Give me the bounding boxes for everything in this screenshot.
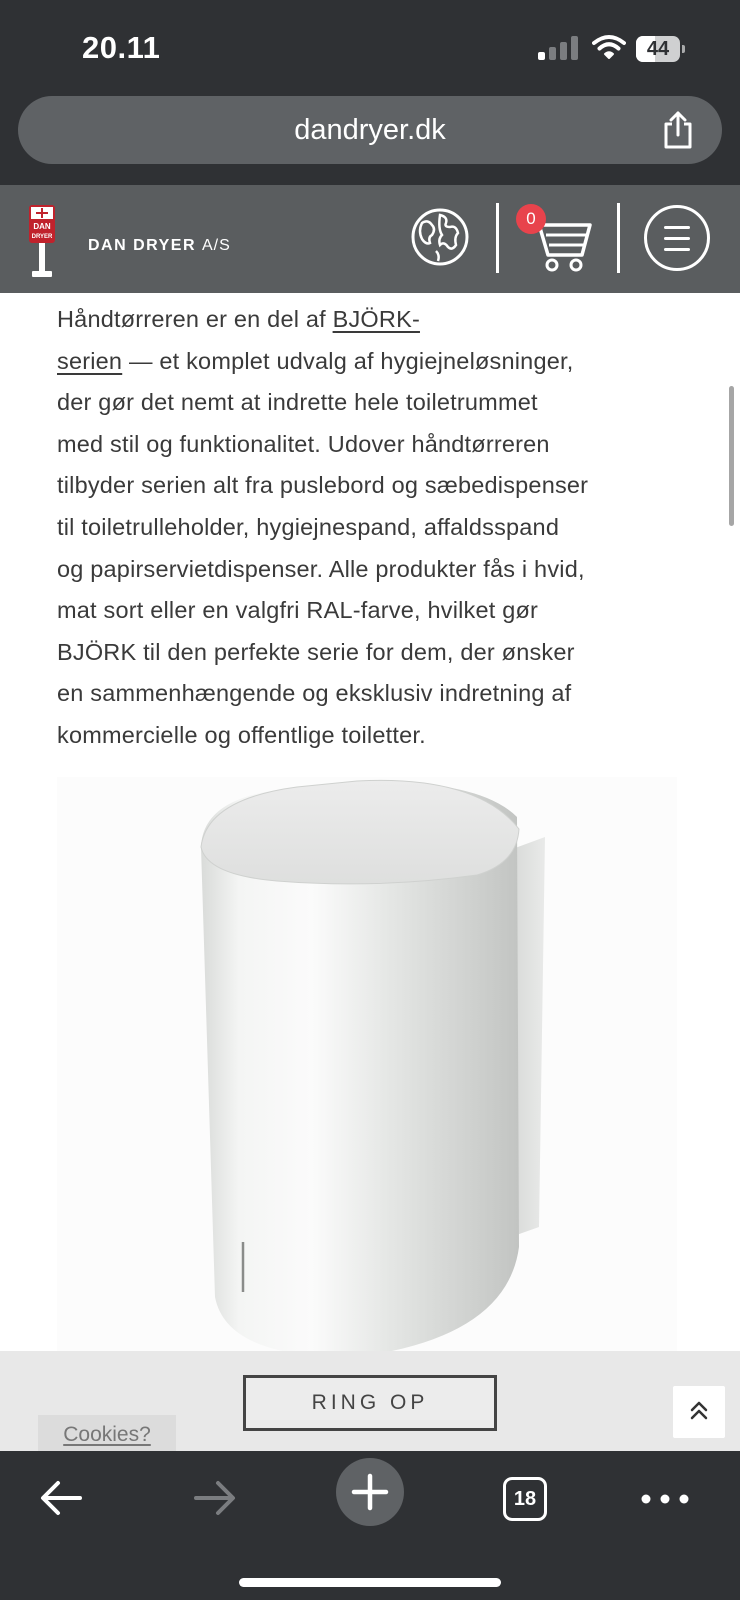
desc-text: — et komplet udvalg af hygiejneløsninger, <box>122 347 574 374</box>
desc-line <box>57 299 697 341</box>
header-divider <box>617 203 620 273</box>
signal-icon <box>538 36 580 60</box>
desc-line: til toiletrulleholder, hygiejnespand, affaldsspand <box>57 513 560 540</box>
battery-level: 44 <box>646 38 670 60</box>
logo-mark-icon <box>28 203 56 279</box>
desc-line: kommercielle og offentlige toiletter. <box>57 721 426 748</box>
menu-icon[interactable] <box>644 205 710 271</box>
tabs-icon[interactable]: 18 <box>503 1477 547 1521</box>
new-tab-button[interactable] <box>336 1458 404 1526</box>
logo-name: DAN DRYER <box>88 237 197 254</box>
desc-line: og papirservietdispenser. Alle produkter fås i hvid, <box>57 555 585 582</box>
desc-line: BJÖRK til den perfekte serie for dem, der ønsker <box>57 638 575 665</box>
scrollbar[interactable] <box>729 386 734 526</box>
wifi-icon <box>592 34 626 60</box>
call-button[interactable]: RING OP <box>243 1375 497 1431</box>
url-text[interactable]: dandryer.dk <box>294 114 446 146</box>
product-description <box>57 299 697 757</box>
globe-icon[interactable] <box>410 207 470 267</box>
share-icon[interactable] <box>660 110 696 150</box>
hand-dryer-image <box>57 777 677 1351</box>
logo-badge-top: DAN <box>33 222 51 231</box>
desc-line: tilbyder serien alt fra puslebord og sæbedispenser <box>57 472 589 499</box>
desc-line: mat sort eller en valgfri RAL-farve, hvilket gør <box>57 597 539 624</box>
browser-toolbar <box>0 1451 740 1600</box>
sticky-footer <box>0 1351 740 1451</box>
desc-line: der gør det nemt at indrette hele toiletrummet <box>57 389 538 416</box>
bjork-series-link[interactable]: serien <box>57 347 123 374</box>
status-time: 20.11 <box>82 30 161 65</box>
header-divider <box>496 203 499 273</box>
logo-suffix: A/S <box>201 237 231 254</box>
cart-count-badge: 0 <box>516 204 546 234</box>
main-content <box>0 293 740 1351</box>
forward-icon[interactable] <box>192 1475 238 1521</box>
product-image <box>57 777 677 1351</box>
back-icon[interactable] <box>38 1475 84 1521</box>
new-tab-icon <box>336 1458 404 1526</box>
logo-badge-bottom: DRYER <box>31 234 53 240</box>
home-indicator[interactable] <box>239 1578 501 1587</box>
desc-line: en sammenhængende og eksklusiv indretning af <box>57 680 572 707</box>
desc-text: Håndtørreren er en del af <box>57 306 333 332</box>
desc-line: med stil og funktionalitet. Udover håndtørreren <box>57 430 550 457</box>
scroll-to-top-button[interactable] <box>673 1386 725 1438</box>
dan-dryer-logo[interactable] <box>28 203 248 279</box>
cookies-link[interactable]: Cookies? <box>63 1423 151 1446</box>
desc-line <box>57 341 697 383</box>
logo-wordmark <box>88 237 231 255</box>
cookies-link-box[interactable] <box>38 1415 176 1451</box>
site-header <box>0 185 740 293</box>
bjork-series-link[interactable]: BJÖRK- <box>332 306 420 332</box>
address-bar[interactable] <box>18 96 722 164</box>
status-bar <box>0 0 740 96</box>
battery-icon <box>636 36 684 62</box>
more-icon[interactable] <box>640 1489 690 1509</box>
chevrons-up-icon <box>673 1386 725 1438</box>
